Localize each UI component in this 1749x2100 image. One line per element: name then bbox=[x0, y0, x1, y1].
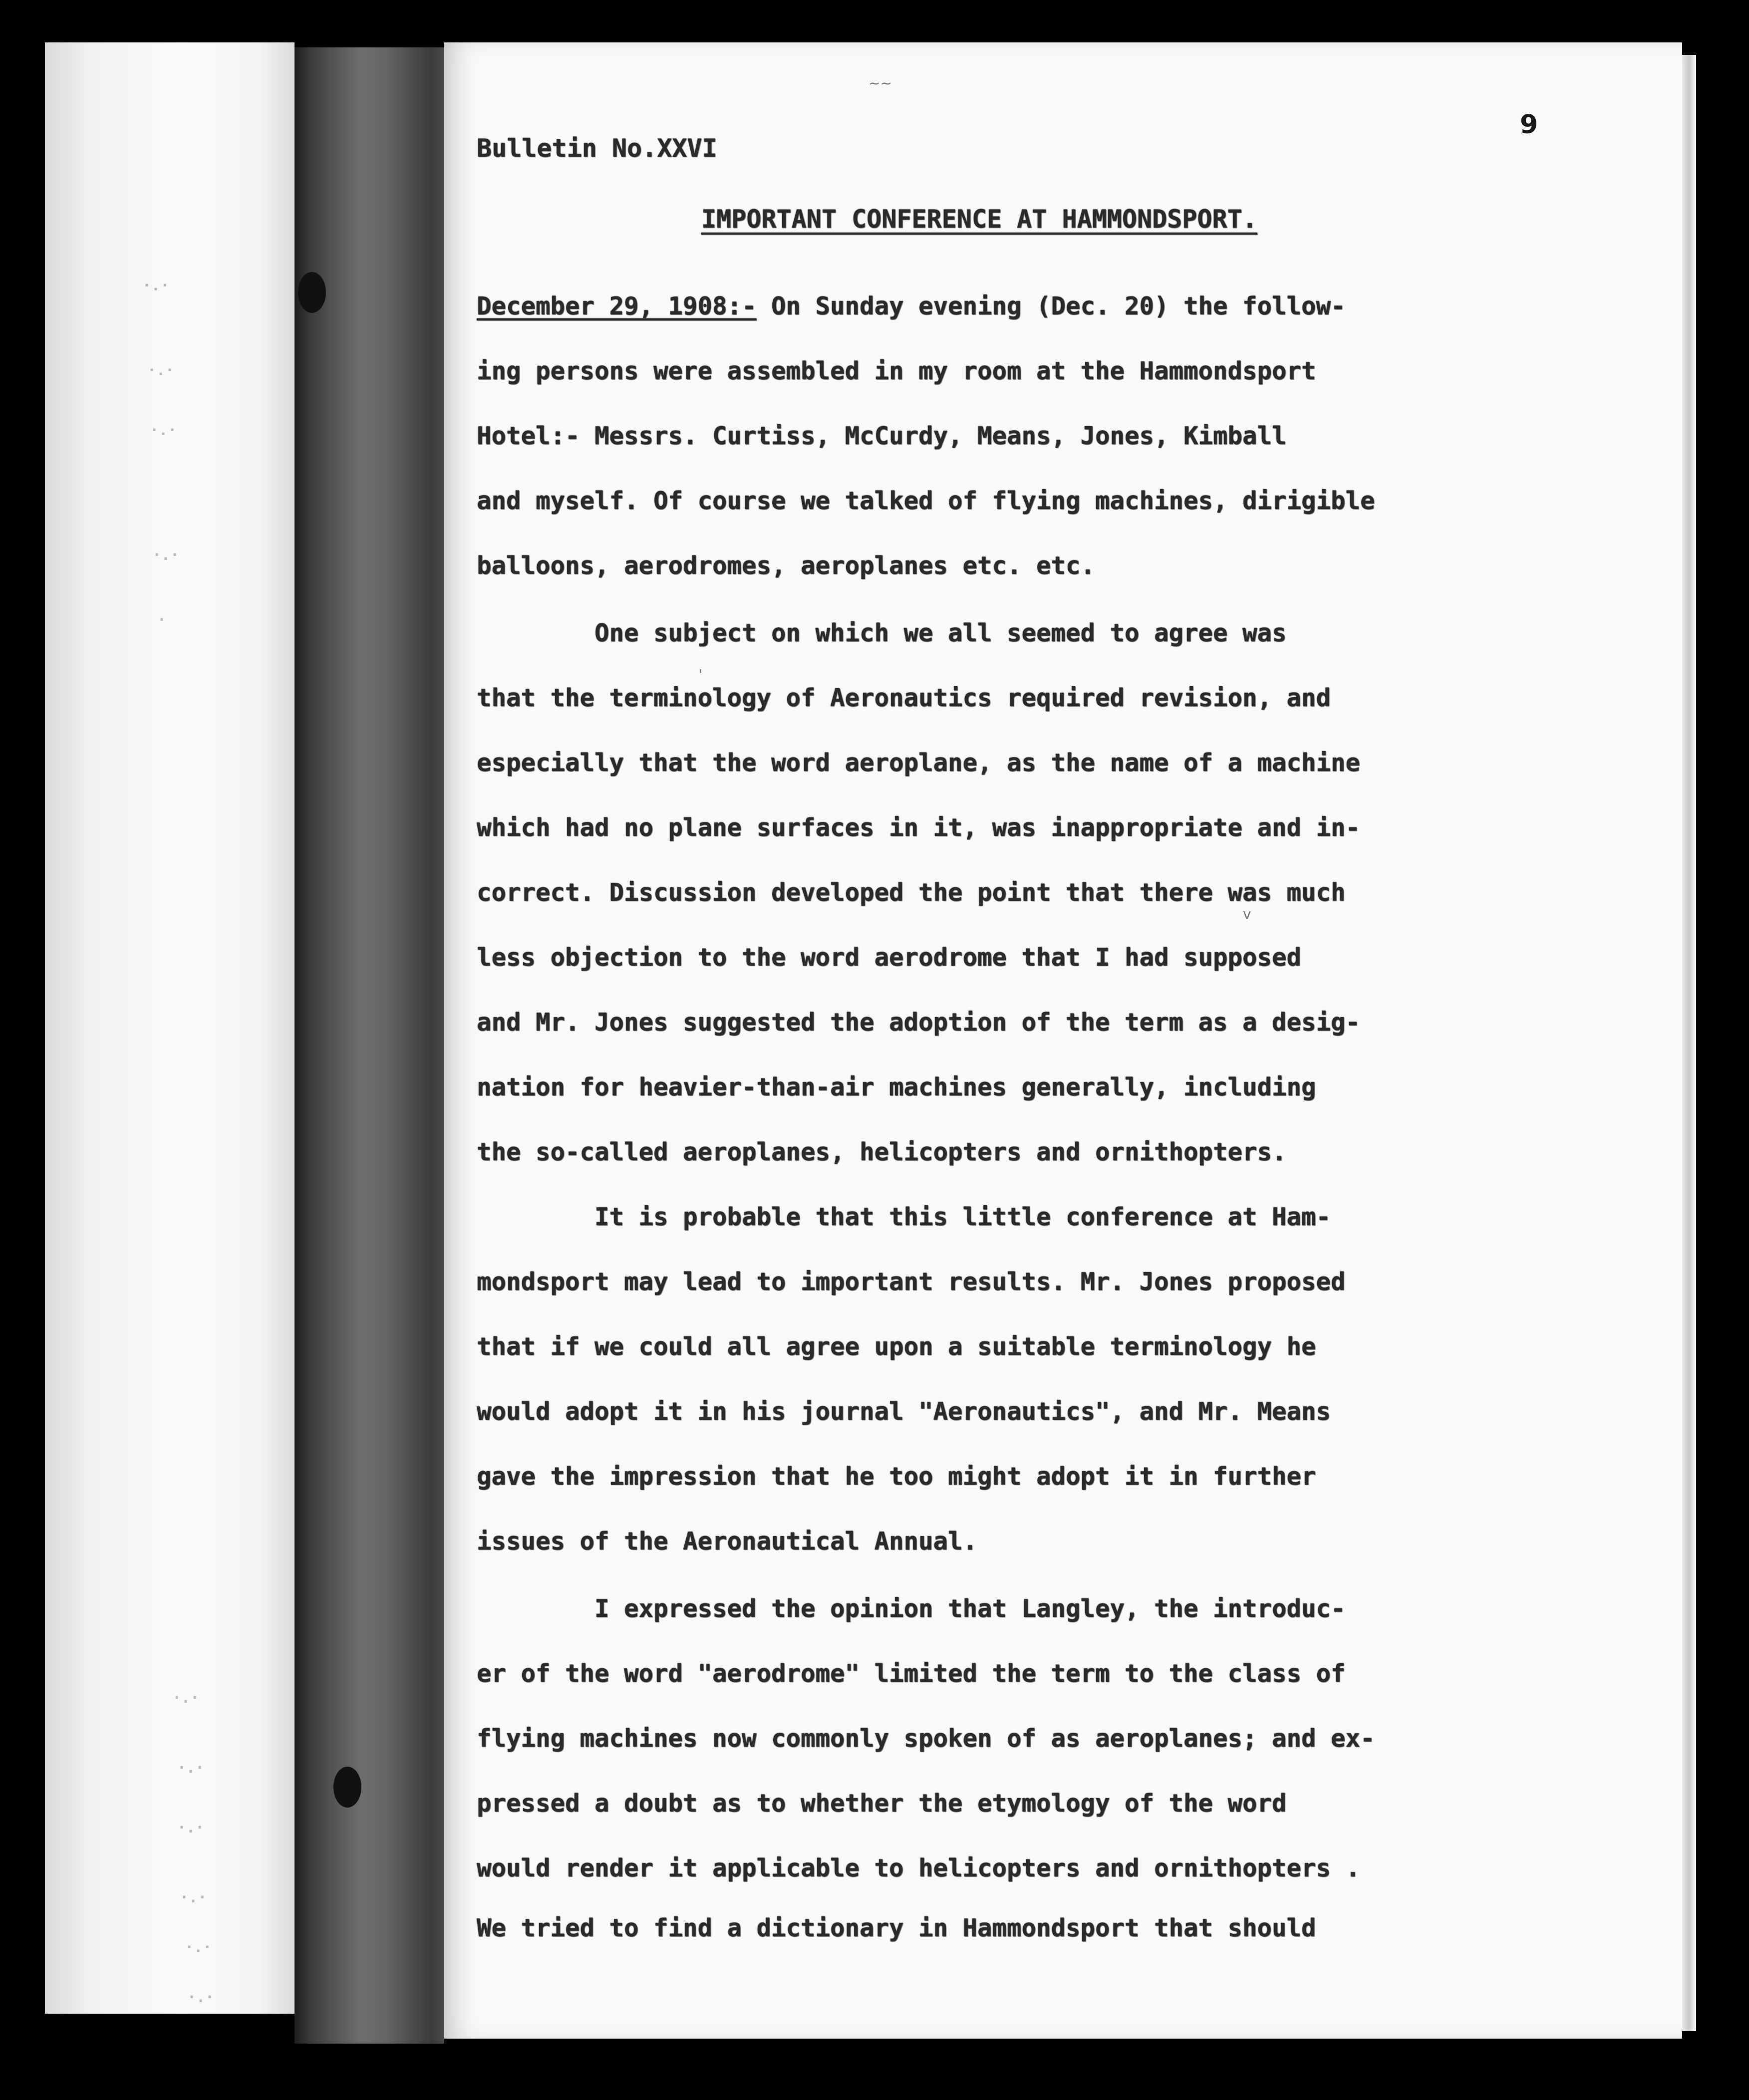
ghost-mark: ·.· bbox=[187, 1989, 215, 2006]
first-line-rest: On Sunday evening (Dec. 20) the follow- bbox=[756, 292, 1346, 320]
body-line: would render it applicable to helicopters and ornithopters . bbox=[477, 1854, 1361, 1882]
body-line: pressed a doubt as to whether the etymology of the word bbox=[477, 1789, 1287, 1818]
body-line: It is probable that this little conference at Ham- bbox=[477, 1203, 1331, 1231]
ghost-mark: ·.· bbox=[185, 1939, 212, 1956]
body-line: We tried to find a dictionary in Hammondsport that should bbox=[477, 1914, 1316, 1942]
body-line: that the terminology of Aeronautics required revision, and bbox=[477, 684, 1331, 712]
page-stack-edge bbox=[1682, 55, 1696, 2031]
body-line: mondsport may lead to important results. Mr. Jones proposed bbox=[477, 1268, 1346, 1296]
body-line: and myself. Of course we talked of flying machines, dirigible bbox=[477, 487, 1375, 515]
body-line: the so-called aeroplanes, helicopters and ornithopters. bbox=[477, 1138, 1287, 1166]
body-line: flying machines now commonly spoken of as aeroplanes; and ex- bbox=[477, 1724, 1375, 1753]
punch-hole bbox=[298, 272, 326, 313]
body-line: that if we could all agree upon a suitable terminology he bbox=[477, 1332, 1316, 1361]
body-line: issues of the Aeronautical Annual. bbox=[477, 1527, 978, 1556]
ghost-mark: ·.· bbox=[177, 1759, 205, 1777]
binding-spine bbox=[294, 47, 444, 2044]
punch-hole bbox=[333, 1767, 361, 1808]
ghost-mark: ·.· bbox=[180, 1889, 207, 1906]
ghost-mark: ·.· bbox=[152, 546, 180, 564]
body-line: correct. Discussion developed the point that there was much bbox=[477, 878, 1346, 907]
body-line: I expressed the opinion that Langley, the introduc- bbox=[477, 1594, 1346, 1623]
body-line: less objection to the word aerodrome that I had supposed bbox=[477, 943, 1302, 972]
ghost-mark: ·.· bbox=[177, 1819, 205, 1837]
stray-mark: ' bbox=[699, 666, 703, 683]
ghost-mark: ·.· bbox=[150, 422, 177, 439]
document-headline: IMPORTANT CONFERENCE AT HAMMONDSPORT. bbox=[701, 205, 1257, 234]
body-line: would adopt it in his journal "Aeronautics", and Mr. Means bbox=[477, 1397, 1331, 1426]
body-line: which had no plane surfaces in it, was inappropriate and in- bbox=[477, 813, 1361, 842]
body-line: ing persons were assembled in my room at the Hammondsport bbox=[477, 357, 1316, 385]
stray-mark: v bbox=[1243, 906, 1251, 922]
body-line: and Mr. Jones suggested the adoption of the term as a desig- bbox=[477, 1008, 1361, 1037]
ghost-mark: ·.· bbox=[142, 277, 170, 294]
ghost-mark: · bbox=[157, 611, 167, 629]
bulletin-header: Bulletin No.XXVI bbox=[477, 134, 717, 163]
stray-mark: ~~ bbox=[869, 75, 892, 91]
body-line: er of the word "aerodrome" limited the term to the class of bbox=[477, 1659, 1346, 1688]
left-loose-leaf bbox=[45, 42, 294, 2014]
body-line: gave the impression that he too might adopt it in further bbox=[477, 1462, 1316, 1491]
body-line: One subject on which we all seemed to agree was bbox=[477, 619, 1287, 647]
page-number: 9 bbox=[1520, 110, 1538, 140]
body-line: especially that the word aeroplane, as the name of a machine bbox=[477, 749, 1361, 777]
body-line: balloons, aerodromes, aeroplanes etc. etc. bbox=[477, 551, 1096, 580]
ghost-mark: ·.· bbox=[172, 1689, 200, 1707]
body-line: Hotel:- Messrs. Curtiss, McCurdy, Means, Jones, Kimball bbox=[477, 422, 1287, 450]
ghost-mark: ·.· bbox=[147, 362, 175, 379]
body-line: nation for heavier-than-air machines generally, including bbox=[477, 1073, 1316, 1101]
date-lead: December 29, 1908:- bbox=[477, 292, 757, 320]
body-line bbox=[477, 292, 1346, 320]
